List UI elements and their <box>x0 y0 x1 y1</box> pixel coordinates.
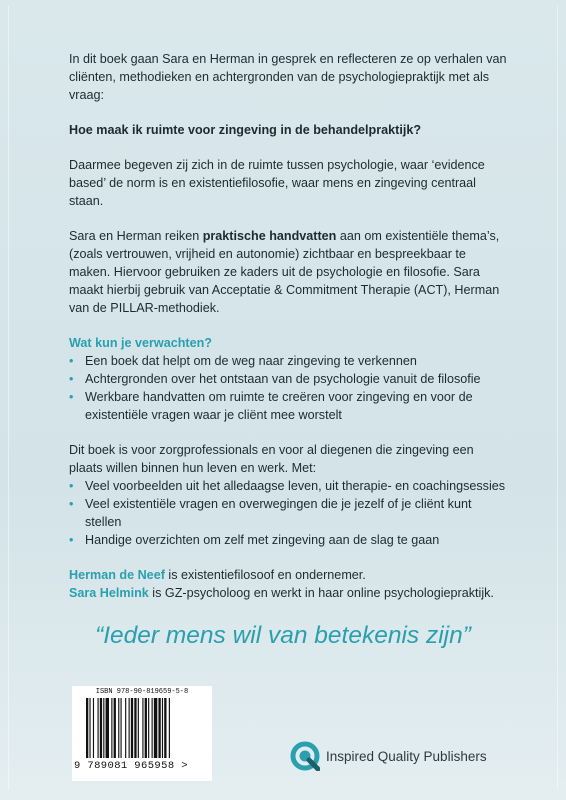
expect-list <box>69 352 509 424</box>
approach-text-before: Sara en Herman reiken <box>69 229 203 243</box>
list-item: • Veel voorbeelden uit het alledaagse leven, uit therapie- en coachingsessies <box>69 479 506 493</box>
context-paragraph: Daarmee begeven zij zich in de ruimte tussen psychologie, waar ‘evidence based’ de norm is en existentiefilosofie, waar mens en zingeving centraal staan. <box>69 158 485 208</box>
expect-heading: Wat kun je verwachten? <box>69 336 212 350</box>
barcode-icon <box>86 698 200 758</box>
list-item: • Veel existentiële vragen en overwegingen die je jezelf of je cliënt kunt stellen <box>69 497 472 529</box>
central-question: Hoe maak ik ruimte voor zingeving in de behandelpraktijk? <box>69 123 422 137</box>
approach-highlight: praktische handvatten <box>202 229 337 243</box>
list-item: • Werkbare handvatten om ruimte te creëren voor zingeving en voor de existentiële vragen waar je cliënt mee worstelt <box>69 390 473 422</box>
list-item: • Een boek dat helpt om de weg naar zingeving te verkennen <box>69 354 417 368</box>
bullet-icon: • <box>69 497 74 511</box>
isbn-label: ISBN 978-90-819659-5-8 <box>95 688 189 696</box>
list-item: • Achtergronden over het ontstaan van de psychologie vanuit de filosofie <box>69 372 481 386</box>
isbn-digits: 9 789081 965958 > <box>74 760 188 772</box>
iqp-logo-icon <box>290 741 320 771</box>
approach-text-after: aan om existentiële thema’s, (zoals vertrouwen, vrijheid en autonomie) zichtbaar en bespreekbaar te maken. Hiervoor gebruiken ze kaders uit de psychologie en filosofie. Sara maakt hierbij gebruik van Acceptatie & Commitment Therapie (ACT), Herman van de PILLAR-methodiek. <box>69 229 500 315</box>
bullet-icon: • <box>69 390 74 404</box>
back-cover-text <box>69 50 509 602</box>
author-name: Sara Helmink <box>69 586 149 600</box>
bullet-icon: • <box>69 354 74 368</box>
publisher-name: Inspired Quality Publishers <box>326 748 487 764</box>
author-name: Herman de Neef <box>69 568 165 582</box>
tagline-quote: “Ieder mens wil van betekenis zijn” <box>95 622 471 649</box>
publisher <box>290 741 487 771</box>
intro-paragraph: In dit boek gaan Sara en Herman in gesprek en reflecteren ze op verhalen van cliënten, methodieken en achtergronden van de psychologiepraktijk met als vraag: <box>69 52 507 102</box>
bullet-icon: • <box>69 479 74 493</box>
author-herman: Herman de Neef is existentiefilosoof en ondernemer. <box>69 568 366 582</box>
bullet-icon: • <box>69 533 74 547</box>
bullet-icon: • <box>69 372 74 386</box>
audience-list <box>69 477 509 549</box>
isbn-barcode <box>72 686 212 781</box>
approach-paragraph <box>69 227 509 317</box>
audience-paragraph: Dit boek is voor zorgprofessionals en voor al diegenen die zingeving een plaats willen binnen hun leven en werk. Met: <box>69 443 474 475</box>
author-sara: Sara Helmink is GZ-psycholoog en werkt in haar online psychologiepraktijk. <box>69 586 494 600</box>
list-item: • Handige overzichten om zelf met zingeving aan de slag te gaan <box>69 533 440 547</box>
